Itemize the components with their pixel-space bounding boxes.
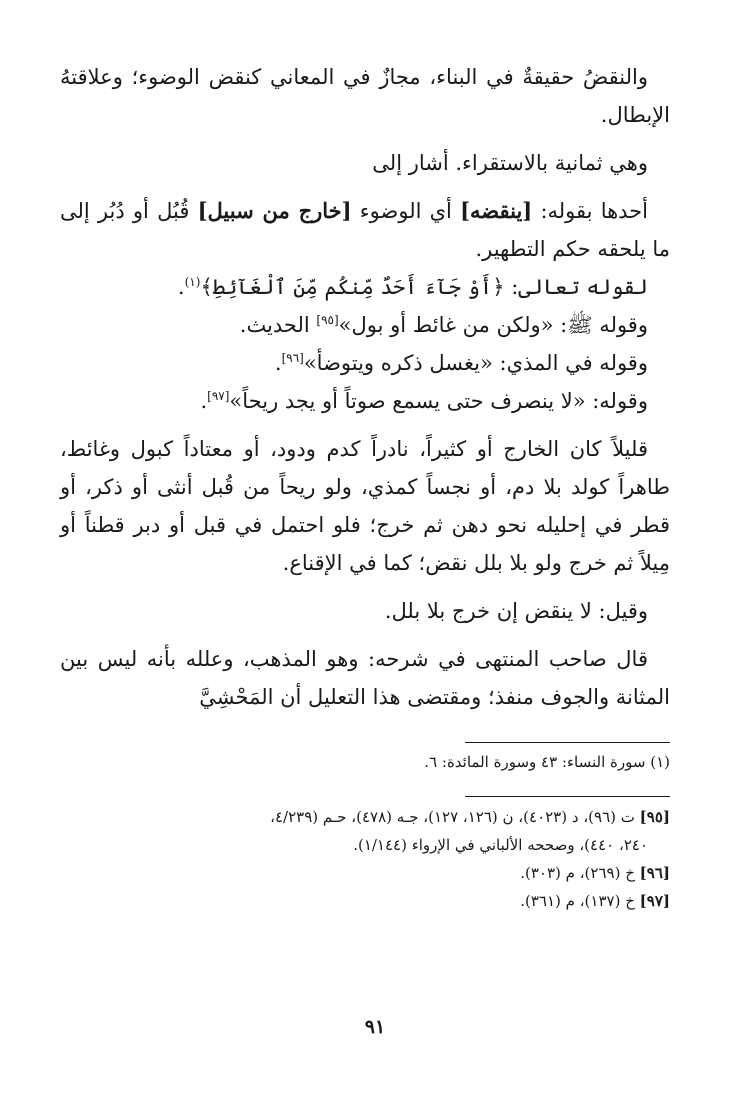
text-segment: الحديث. [239, 313, 317, 337]
paragraph-definition: والنقضُ حقيقةٌ في البناء، مجازٌ في المعاني كنقض الوضوء؛ وعلاقتهُ الإبطال. [60, 65, 670, 127]
paragraph-muntaha-commentary: قال صاحب المنتهى في شرحه: وهو المذهب، وعلله بأنه ليس بين المثانة والجوف منفذ؛ ومقتضى هذا التعليل أن المَحْشِيَّ [60, 647, 670, 709]
hadith-citation-96 [60, 344, 670, 382]
text-segment: أحدها بقوله: [532, 199, 649, 223]
footnote-divider [465, 742, 670, 743]
punctuation: . [177, 275, 185, 299]
reference-label: [٩٧] [639, 892, 670, 910]
paragraph-alternate-view: وقيل: لا ينقض إن خرج بلا بلل. [384, 599, 648, 623]
reference-95-continued: ٢٤٠، ٤٤٠)، وصححه الألباني في الإرواء (١/١٤٤). [353, 836, 648, 854]
text-segment: أي الوضوء [351, 199, 461, 223]
matn-term: [خارج من سبيل] [197, 198, 352, 223]
reference-label: [٩٦] [639, 864, 670, 882]
hadith-text: وقوله في المذي: «يغسل ذكره ويتوضأ» [303, 351, 648, 375]
text-segment: قُبُل أو دُبُر إلى ما يلحقه حكم التطهير. [60, 199, 670, 261]
paragraph-count: وهي ثمانية بالاستقراء. أشار إلى [372, 151, 648, 175]
reference-marker: [٩٥] [316, 313, 339, 327]
reference-97 [60, 887, 670, 915]
reference-95 [60, 803, 670, 831]
hadith-text: وقوله: «لا ينصرف حتى يسمع صوتاً أو يجد ريحاً» [229, 389, 648, 413]
paragraph-discharge-types: قليلاً كان الخارج أو كثيراً، نادراً كدم ودود، أو معتاداً كبول وغائط، طاهراً كولد بلا دم، أو نجساً كمذي، ولو ريحاً من قُبل أنثى أو ذكر، أو قطر في إحليله نحو دهن ثم خرج؛ فلو احتمل في قبل أو دبر قطناً أو مِيلاً ثم خرج ولو بلا بلل نقض؛ كما في الإقناع. [60, 437, 670, 575]
hadith-references [60, 803, 670, 915]
punctuation: . [274, 351, 282, 375]
page-number: ٩١ [364, 1016, 386, 1038]
reference-marker: [٩٧] [207, 389, 230, 403]
quran-citation [60, 268, 670, 306]
reference-96 [60, 859, 670, 887]
reference-marker: [٩٦] [281, 351, 304, 365]
footnote-1: (١) سورة النساء: ٤٣ وسورة المائدة: ٦. [424, 753, 670, 771]
matn-term: [ينقضه] [460, 198, 533, 223]
hadith-citation-97 [60, 382, 670, 420]
reference-sources: خ (٢٦٩)، م (٣٠٣). [520, 864, 640, 882]
reference-label: [٩٥] [639, 808, 670, 826]
punctuation: . [200, 389, 208, 413]
reference-sources: خ (١٣٧)، م (٣٦١). [520, 892, 640, 910]
references-divider [465, 796, 670, 797]
page-body [60, 58, 670, 915]
reference-sources: ت (٩٦)، د (٤٠٢٣)، ن (١٢٦، ١٢٧)، جـه (٤٧٨)، حـم (٤/٢٣٩، [270, 808, 640, 826]
hadith-citation-95 [60, 306, 670, 344]
footnote-marker: (١) [184, 275, 201, 289]
hadith-text: وقوله ﷺ: «ولكن من غائط أو بول» [338, 313, 648, 337]
quran-text: لقوله تعالى: ﴿أَوْ جَآءَ أَحَدٌ مِّنكُم مِّنَ ٱلْغَآئِطِ﴾ [200, 275, 648, 299]
paragraph-first-nullifier [60, 192, 670, 268]
